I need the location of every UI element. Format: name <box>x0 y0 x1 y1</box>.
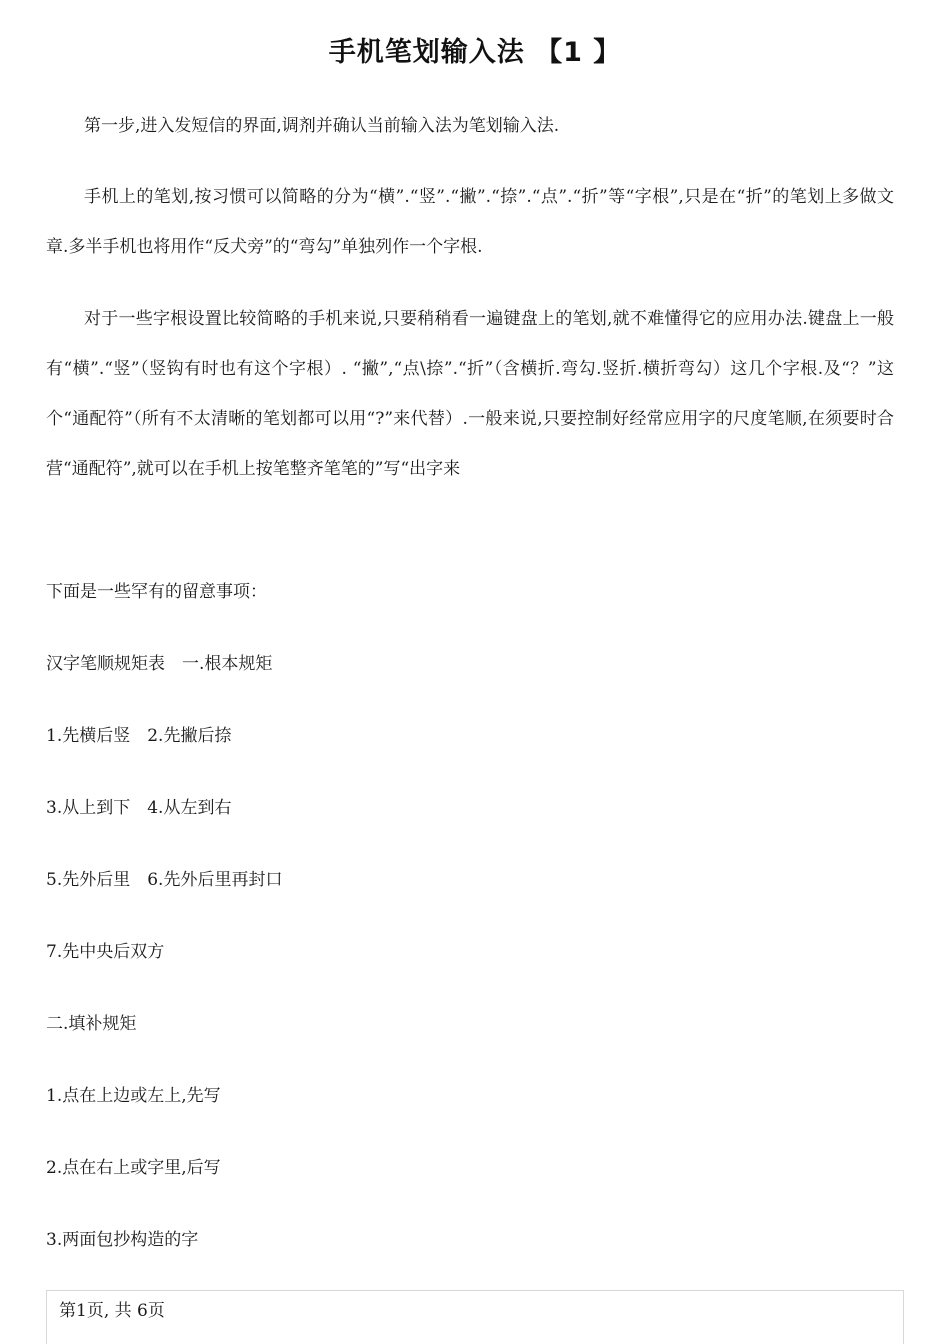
rule-line: 7.先中央后双方 <box>46 942 165 962</box>
rule-line: 3.从上到下 4.从左到右 <box>46 798 232 818</box>
paragraph-strokes: 手机上的笔划,按习惯可以简略的分为“横”.“竖”.“撇”.“捺”.“点”.“折”等“字根”,只是在“折”的笔划上多做文章.多半手机也将用作“反犬旁”的“弯勾”单独列作一个字根. <box>46 187 894 257</box>
rule-line: 1.点在上边或左上,先写 <box>46 1086 221 1106</box>
rule-line: 2.点在右上或字里,后写 <box>46 1158 221 1178</box>
notes-heading: 下面是一些罕有的留意事项： <box>46 582 267 602</box>
rule-line: 5.先外后里 6.先外后里再封口 <box>46 870 283 890</box>
paragraph-step-one: 第一步,进入发短信的界面,调剂并确认当前输入法为笔划输入法. <box>84 116 560 136</box>
supplement-rules-heading: 二.填补规矩 <box>46 1014 137 1034</box>
paragraph-keyboard: 对于一些字根设置比较简略的手机来说,只要稍稍看一遍键盘上的笔划,就不难懂得它的应用办法.键盘上一般有“横”.“竖”（竖钩有时也有这个字根）. “撇”,“点\捺”.“折”（含横折.弯勾.竖折.横折弯勾）这几个字根.及“？”这个“通配符”（所有不太清晰的笔划都可以用“?”来代替）.一般来说,只要控制好经常应用字的尺度笔顺,在须要时合营“通配符”,就可以在手机上按笔整齐笔笔的”写“出字来 <box>46 309 894 479</box>
page-title: 手机笔划输入法 【1 】 <box>328 37 622 68</box>
page-footer <box>46 1290 904 1344</box>
rule-line: 3.两面包抄构造的字 <box>46 1230 199 1250</box>
rules-table-heading: 汉字笔顺规矩表 一.根本规矩 <box>46 654 273 674</box>
page-number: 第1页, 共 6页 <box>59 1301 165 1321</box>
rule-line: 1.先横后竖 2.先撇后捺 <box>46 726 232 746</box>
